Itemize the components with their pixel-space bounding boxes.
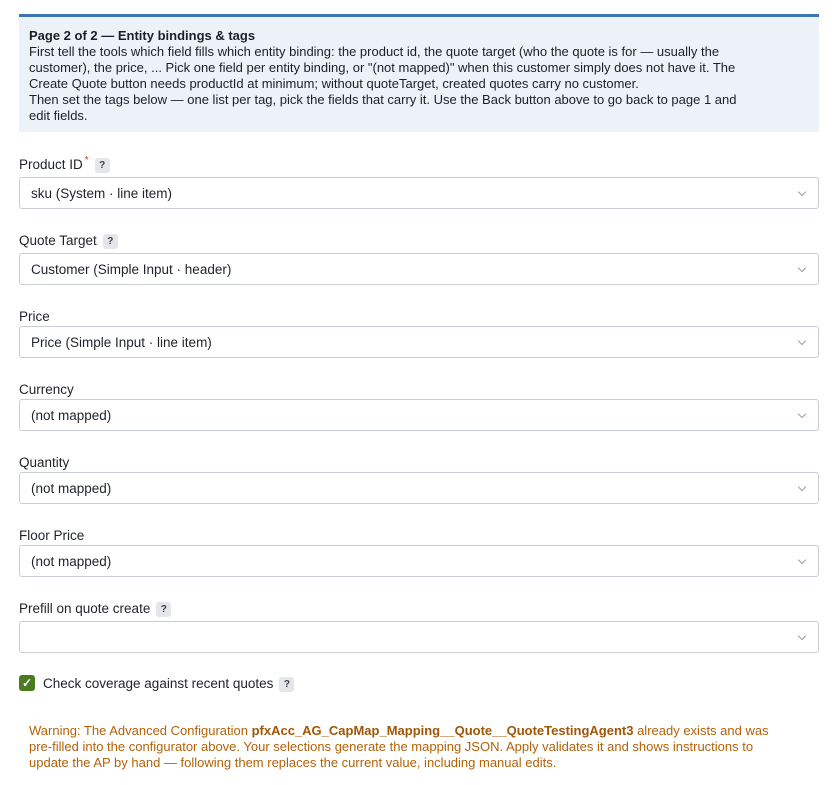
- chevron-down-icon: [798, 483, 806, 491]
- product-id-label: Product ID: [19, 156, 83, 172]
- product-id-label-row: [19, 155, 819, 173]
- prefill-field: [19, 599, 819, 617]
- chevron-down-icon: [798, 188, 806, 196]
- config-name: pfxAcc_AG_CapMap_Mapping__Quote__QuoteTestingAgent3: [251, 723, 634, 738]
- chevron-down-icon: [798, 556, 806, 564]
- product-id-field: [19, 154, 819, 201]
- currency-field: [19, 380, 819, 423]
- price-label: Price: [19, 308, 50, 324]
- required-marker: *: [84, 154, 89, 166]
- quote-target-value: Customer (Simple Input · header): [31, 261, 232, 277]
- coverage-checkbox-row[interactable]: [19, 675, 294, 691]
- price-select[interactable]: [19, 326, 819, 358]
- chevron-down-icon: [798, 264, 806, 272]
- coverage-checkbox[interactable]: ✓: [19, 675, 35, 691]
- chevron-down-icon: [798, 410, 806, 418]
- info-line: Create Quote button needs productId at minimum; without quoteTarget, created quotes carry no customer.: [29, 76, 639, 91]
- quote-target-field: [19, 231, 819, 277]
- warning-message: [29, 723, 819, 771]
- info-line: edit fields.: [29, 108, 88, 123]
- product-id-value: sku (System · line item): [31, 185, 173, 201]
- floor-price-field: [19, 526, 819, 569]
- price-value: Price (Simple Input · line item): [31, 334, 212, 350]
- prefill-label-row: [19, 599, 819, 617]
- currency-select[interactable]: [19, 399, 819, 431]
- price-field: [19, 307, 819, 350]
- floor-price-value: (not mapped): [31, 553, 112, 569]
- help-icon[interactable]: ?: [95, 158, 110, 173]
- warning-line: pre-filled into the configurator above. Your selections generate the mapping JSON. Apply validates it and shows instructions to: [29, 739, 754, 754]
- chevron-down-icon: [798, 632, 806, 640]
- warning-suffix: already exists and was: [633, 723, 769, 738]
- quantity-select[interactable]: [19, 472, 819, 504]
- help-icon[interactable]: ?: [103, 234, 118, 249]
- info-panel: [19, 14, 819, 132]
- quote-target-label-row: [19, 231, 819, 249]
- prefill-label: Prefill on quote create: [19, 600, 151, 616]
- coverage-label[interactable]: Check coverage against recent quotes: [43, 675, 274, 691]
- quantity-label: Quantity: [19, 454, 70, 470]
- currency-value: (not mapped): [31, 407, 112, 423]
- quantity-field: [19, 453, 819, 496]
- help-icon[interactable]: ?: [156, 602, 171, 617]
- floor-price-select[interactable]: [19, 545, 819, 577]
- quote-target-label: Quote Target: [19, 232, 97, 248]
- floor-price-label: Floor Price: [19, 527, 85, 543]
- quote-target-select[interactable]: [19, 253, 819, 285]
- quantity-value: (not mapped): [31, 480, 112, 496]
- info-line: customer), the price, ... Pick one field per entity binding, or "(not mapped)" when this customer simply does not have it. The: [29, 60, 736, 75]
- warning-prefix: Warning: The Advanced Configuration: [29, 723, 252, 738]
- currency-label: Currency: [19, 381, 74, 397]
- chevron-down-icon: [798, 337, 806, 345]
- warning-line: update the AP by hand — following them replaces the current value, including manual edits.: [29, 755, 557, 770]
- info-line: First tell the tools which field fills which entity binding: the product id, the quote target (who the quote is for — usually the: [29, 44, 720, 59]
- info-line: Then set the tags below — one list per tag, pick the fields that carry it. Use the Back button above to go back to page 1 and: [29, 92, 737, 107]
- info-title: Page 2 of 2 — Entity bindings & tags: [29, 28, 256, 43]
- help-icon[interactable]: ?: [279, 677, 294, 692]
- product-id-select[interactable]: [19, 177, 819, 209]
- prefill-select[interactable]: [19, 621, 819, 653]
